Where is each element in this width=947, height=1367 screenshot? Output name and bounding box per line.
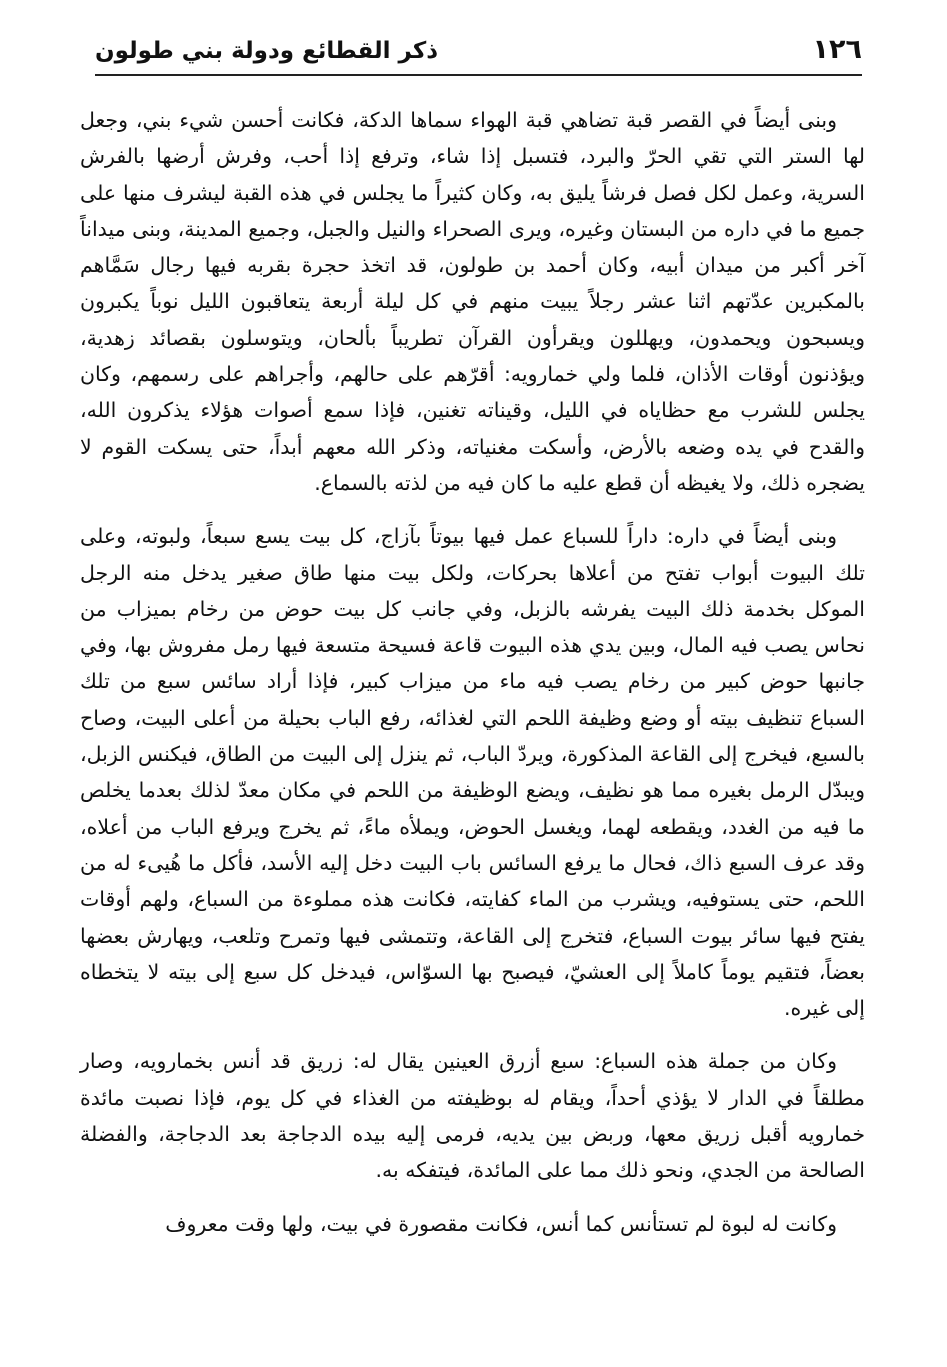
body-text bbox=[80, 102, 865, 1242]
paragraph-dakka-dome: وبنى أيضاً في القصر قبة تضاهي قبة الهواء سماها الدكة، فكانت أحسن شيء بني، وجعل لها الستر التي تقي الحرّ والبرد، فتسبل إذا شاء، وترفع إذا أحب، وفرش أرضها بالفرش السرية، وعمل لكل فصل فرشاً يليق به، وكان كثيراً ما يجلس في هذه القبة ليشرف منها على جميع ما في داره من البستان وغيره، ويرى الصحراء والنيل والجبل، وجميع المدينة، وبنى ميداناً آخر أكبر من ميدان أبيه، وكان أحمد بن طولون، قد اتخذ حجرة بقربه فيها رجال سَمَّاهم بالمكبرين عدّتهم اثنا عشر رجلاً يبيت منهم في كل ليلة أربعة يتعاقبون الليل نوباً يكبرون ويسبحون ويحمدون، ويهللون ويقرأون القرآن تطريباً بألحان، ويتوسلون بقصائد زهدية، ويؤذنون أوقات الأذان، فلما ولي خمارويه: أقرّهم على حالهم، وأجراهم على رسمهم، وكان يجلس للشرب مع حظاياه في الليل، وقيناته تغنين، فإذا سمع أصوات هؤلاء يذكرون الله، والقدح في يده وضعه بالأرض، وأسكت مغنياته، وذكر الله معهم أبداً، حتى يسكت القوم لا يضجره ذلك، ولا يغيظه أن قطع عليه ما كان فيه من لذته بالسماع. bbox=[80, 108, 865, 495]
paragraph-lion-house: وبنى أيضاً في داره: داراً للسباع عمل فيها بيوتاً بآزاج، كل بيت يسع سبعاً، ولبوته، وعلى تلك البيوت أبواب تفتح من أعلاها بحركات، ولكل بيت منها طاق صغير يدخل منه الرجل الموكل بخدمة ذلك البيت يفرشه بالزبل، وفي جانب كل بيت حوض من رخام بميزاب من نحاس يصب فيه المال، وبين يدي هذه البيوت قاعة فسيحة متسعة فيها رمل مفروش بها، وفي جانبها حوض كبير من رخام يصب فيه ماء من ميزاب كبير، فإذا أراد سائس سبع من تلك السباع تنظيف بيته أو وضع وظيفة اللحم التي لغذائه، رفع الباب بحيلة من أعلى البيت، وصاح بالسبع، فيخرج إلى القاعة المذكورة، ويردّ الباب، ثم ينزل إلى البيت من الطاق، فيكنس الزبل، ويبدّل الرمل بغيره مما هو نظيف، ويضع الوظيفة من اللحم في مكان معدّ لذلك بعدما يخلص ما فيه من الغدد، ويقطعه لهما، ويغسل الحوض، ويملأه ماءً، ثم يخرج ويرفع الباب من أعلاه، وقد عرف السبع ذاك، فحال ما يرفع السائس باب البيت دخل إليه الأسد، فأكل ما هُيىء له من اللحم، حتى يستوفيه، ويشرب من الماء كفايته، فكانت هذه مملوءة من السباع، ولهم أوقات يفتح فيها سائر بيوت السباع، فتخرج إلى القاعة، وتتمشى فيها وتمرح وتلعب، ويهارش بعضها بعضاً، فتقيم يوماً كاملاً إلى العشيّ، فيصبح بها السوّاس، فيدخل كل سبع إلى بيته لا يتخطاه إلى غيره. bbox=[80, 524, 865, 1021]
paragraph-lioness: وكانت له لبوة لم تستأنس كما أنس، فكانت مقصورة في بيت، ولها وقت معروف bbox=[165, 1211, 837, 1236]
header-divider bbox=[95, 74, 862, 76]
page-number: ١٢٦ bbox=[812, 34, 862, 65]
page-header bbox=[95, 30, 862, 70]
running-title: ذكر القطائع ودولة بني طولون bbox=[95, 38, 439, 64]
paragraph-zurayq-lion: وكان من جملة هذه السباع: سبع أزرق العينين يقال له: زريق قد أنس بخمارويه، وصار مطلقاً في الدار لا يؤذي أحداً، ويقام له بوظيفته من الغذاء في كل يوم، فإذا نصبت مائدة خمارويه أقبل زريق معها، وربض بين يديه، فرمى إليه بيده الدجاجة بعد الدجاجة، والفضلة الصالحة من الجدي، ونحو ذلك مما على المائدة، فيتفكه به. bbox=[80, 1049, 865, 1183]
